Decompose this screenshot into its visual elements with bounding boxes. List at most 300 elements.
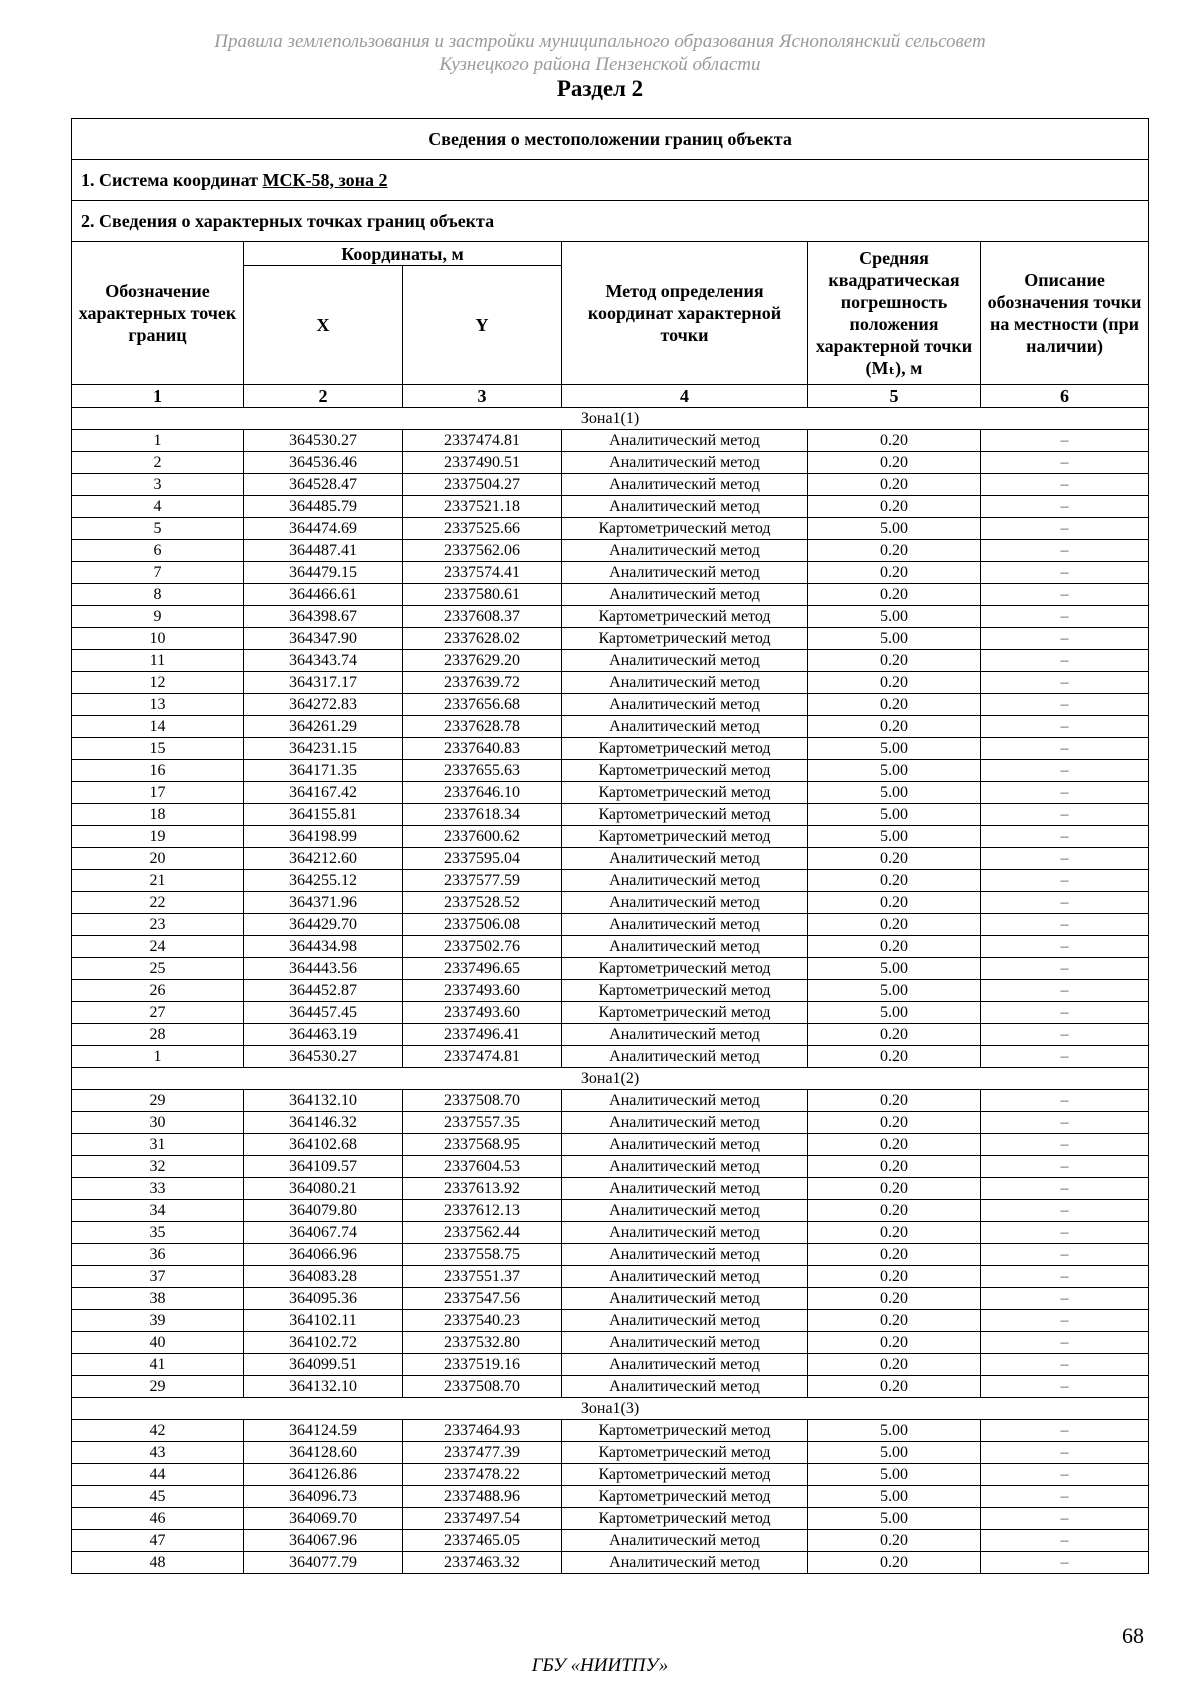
description: –: [981, 1376, 1149, 1398]
point-number: 30: [72, 1112, 244, 1134]
point-number: 19: [72, 826, 244, 848]
point-number: 45: [72, 1486, 244, 1508]
error-value: 0.20: [808, 1222, 981, 1244]
point-number: 32: [72, 1156, 244, 1178]
error-value: 5.00: [808, 826, 981, 848]
table-row: [72, 1112, 1149, 1134]
coord-x: 364474.69: [244, 518, 403, 540]
point-number: 5: [72, 518, 244, 540]
description: –: [981, 452, 1149, 474]
method: Аналитический метод: [562, 1332, 808, 1354]
coord-y: 2337519.16: [403, 1354, 562, 1376]
coord-x: 364463.19: [244, 1024, 403, 1046]
coordinate-system-value: МСК-58, зона 2: [262, 169, 388, 190]
table-row: [72, 584, 1149, 606]
point-number: 31: [72, 1134, 244, 1156]
error-value: 5.00: [808, 804, 981, 826]
method: Аналитический метод: [562, 914, 808, 936]
table-row: [72, 496, 1149, 518]
error-value: 5.00: [808, 1002, 981, 1024]
coord-x: 364167.42: [244, 782, 403, 804]
coord-y: 2337474.81: [403, 1046, 562, 1068]
table-row: [72, 430, 1149, 452]
coord-x: 364485.79: [244, 496, 403, 518]
coord-x: 364126.86: [244, 1464, 403, 1486]
column-header-description: Описание обозначения точки на местности (при наличии): [981, 242, 1149, 385]
coord-x: 364102.72: [244, 1332, 403, 1354]
coord-x: 364272.83: [244, 694, 403, 716]
coord-y: 2337477.39: [403, 1442, 562, 1464]
point-number: 47: [72, 1530, 244, 1552]
error-value: 0.20: [808, 716, 981, 738]
coord-x: 364434.98: [244, 936, 403, 958]
table-row: [72, 1024, 1149, 1046]
method: Аналитический метод: [562, 496, 808, 518]
error-value: 5.00: [808, 518, 981, 540]
table-row: [72, 826, 1149, 848]
table-row: [72, 1552, 1149, 1574]
coord-y: 2337608.37: [403, 606, 562, 628]
point-number: 1: [72, 430, 244, 452]
table-row: [72, 1266, 1149, 1288]
coord-x: 364066.96: [244, 1244, 403, 1266]
coord-y: 2337618.34: [403, 804, 562, 826]
method: Аналитический метод: [562, 562, 808, 584]
column-header-x: X: [244, 266, 403, 385]
coord-x: 364067.96: [244, 1530, 403, 1552]
zone-header-row: [72, 1398, 1149, 1420]
error-value: 0.20: [808, 584, 981, 606]
error-value: 5.00: [808, 782, 981, 804]
table-row: [72, 1090, 1149, 1112]
column-number: 6: [981, 385, 1149, 408]
coord-y: 2337478.22: [403, 1464, 562, 1486]
method: Картометрический метод: [562, 518, 808, 540]
footer-organization: ГБУ «НИИТПУ»: [531, 1655, 669, 1676]
coord-x: 364443.56: [244, 958, 403, 980]
coord-x: 364099.51: [244, 1354, 403, 1376]
method: Аналитический метод: [562, 430, 808, 452]
description: –: [981, 1200, 1149, 1222]
table-row: [72, 1464, 1149, 1486]
point-number: 15: [72, 738, 244, 760]
table-row: [72, 1200, 1149, 1222]
method: Картометрический метод: [562, 628, 808, 650]
point-number: 34: [72, 1200, 244, 1222]
zone-header-row: [72, 1068, 1149, 1090]
table-row: [72, 782, 1149, 804]
point-number: 11: [72, 650, 244, 672]
description: –: [981, 606, 1149, 628]
description: –: [981, 1332, 1149, 1354]
table-row: [72, 694, 1149, 716]
zone-header-row: [72, 408, 1149, 430]
coord-y: 2337506.08: [403, 914, 562, 936]
coord-x: 364457.45: [244, 1002, 403, 1024]
method: Аналитический метод: [562, 452, 808, 474]
description: –: [981, 540, 1149, 562]
coord-x: 364317.17: [244, 672, 403, 694]
error-value: 5.00: [808, 1442, 981, 1464]
point-number: 40: [72, 1332, 244, 1354]
method: Аналитический метод: [562, 892, 808, 914]
zone-name: Зона1(1): [72, 408, 1149, 430]
description: –: [981, 628, 1149, 650]
coord-x: 364479.15: [244, 562, 403, 584]
method: Картометрический метод: [562, 1442, 808, 1464]
coord-x: 364124.59: [244, 1420, 403, 1442]
coord-x: 364212.60: [244, 848, 403, 870]
description: –: [981, 1024, 1149, 1046]
method: Аналитический метод: [562, 716, 808, 738]
coord-y: 2337646.10: [403, 782, 562, 804]
coord-y: 2337493.60: [403, 1002, 562, 1024]
point-number: 16: [72, 760, 244, 782]
table-row: [72, 958, 1149, 980]
description: –: [981, 716, 1149, 738]
method: Аналитический метод: [562, 540, 808, 562]
table-row: [72, 892, 1149, 914]
point-number: 12: [72, 672, 244, 694]
coord-y: 2337474.81: [403, 430, 562, 452]
coord-x: 364371.96: [244, 892, 403, 914]
coord-y: 2337547.56: [403, 1288, 562, 1310]
description: –: [981, 892, 1149, 914]
table-row: [72, 914, 1149, 936]
description: –: [981, 1508, 1149, 1530]
coord-x: 364528.47: [244, 474, 403, 496]
method: Аналитический метод: [562, 1112, 808, 1134]
coord-x: 364536.46: [244, 452, 403, 474]
coord-y: 2337595.04: [403, 848, 562, 870]
description: –: [981, 1288, 1149, 1310]
error-value: 0.20: [808, 1266, 981, 1288]
point-number: 13: [72, 694, 244, 716]
table-row: [72, 1288, 1149, 1310]
table-title: Сведения о местоположении границ объекта: [72, 119, 1149, 160]
description: –: [981, 1310, 1149, 1332]
error-value: 0.20: [808, 914, 981, 936]
method: Аналитический метод: [562, 1134, 808, 1156]
coord-y: 2337488.96: [403, 1486, 562, 1508]
method: Картометрический метод: [562, 760, 808, 782]
error-value: 5.00: [808, 1420, 981, 1442]
coord-y: 2337656.68: [403, 694, 562, 716]
table-row: [72, 1442, 1149, 1464]
error-value: 5.00: [808, 760, 981, 782]
point-number: 8: [72, 584, 244, 606]
table-row: [72, 1002, 1149, 1024]
description: –: [981, 1530, 1149, 1552]
method: Аналитический метод: [562, 1090, 808, 1112]
coord-y: 2337604.53: [403, 1156, 562, 1178]
coord-x: 364171.35: [244, 760, 403, 782]
point-number: 48: [72, 1552, 244, 1574]
table-row: [72, 452, 1149, 474]
error-value: 5.00: [808, 958, 981, 980]
point-number: 18: [72, 804, 244, 826]
coord-y: 2337612.13: [403, 1200, 562, 1222]
point-number: 36: [72, 1244, 244, 1266]
table-row: [72, 1332, 1149, 1354]
description: –: [981, 474, 1149, 496]
point-number: 39: [72, 1310, 244, 1332]
coord-x: 364429.70: [244, 914, 403, 936]
point-number: 4: [72, 496, 244, 518]
coord-y: 2337655.63: [403, 760, 562, 782]
coord-y: 2337465.05: [403, 1530, 562, 1552]
coord-y: 2337540.23: [403, 1310, 562, 1332]
description: –: [981, 1464, 1149, 1486]
method: Аналитический метод: [562, 694, 808, 716]
error-value: 0.20: [808, 1376, 981, 1398]
coord-y: 2337557.35: [403, 1112, 562, 1134]
description: –: [981, 738, 1149, 760]
error-value: 0.20: [808, 1178, 981, 1200]
table-row: [72, 1244, 1149, 1266]
point-number: 9: [72, 606, 244, 628]
description: –: [981, 1090, 1149, 1112]
section-title: Раздел 2: [556, 76, 644, 101]
description: –: [981, 848, 1149, 870]
table-row: [72, 606, 1149, 628]
description: –: [981, 914, 1149, 936]
point-number: 20: [72, 848, 244, 870]
point-number: 38: [72, 1288, 244, 1310]
table-row: [72, 936, 1149, 958]
table-row: [72, 870, 1149, 892]
point-number: 37: [72, 1266, 244, 1288]
coord-x: 364083.28: [244, 1266, 403, 1288]
coord-x: 364102.11: [244, 1310, 403, 1332]
coordinate-system-label: 1. Система координат: [81, 169, 258, 190]
coord-y: 2337639.72: [403, 672, 562, 694]
coord-x: 364109.57: [244, 1156, 403, 1178]
table-row: [72, 1310, 1149, 1332]
method: Картометрический метод: [562, 826, 808, 848]
error-value: 5.00: [808, 1464, 981, 1486]
coord-y: 2337574.41: [403, 562, 562, 584]
error-value: 0.20: [808, 694, 981, 716]
coord-y: 2337577.59: [403, 870, 562, 892]
error-value: 5.00: [808, 1508, 981, 1530]
column-number: 5: [808, 385, 981, 408]
coord-y: 2337508.70: [403, 1376, 562, 1398]
method: Аналитический метод: [562, 1266, 808, 1288]
point-number: 1: [72, 1046, 244, 1068]
table-row: [72, 1156, 1149, 1178]
point-number: 23: [72, 914, 244, 936]
column-number: 2: [244, 385, 403, 408]
point-number: 14: [72, 716, 244, 738]
error-value: 0.20: [808, 1552, 981, 1574]
description: –: [981, 1420, 1149, 1442]
coord-x: 364198.99: [244, 826, 403, 848]
table-row: [72, 1178, 1149, 1200]
coord-y: 2337521.18: [403, 496, 562, 518]
coord-y: 2337496.41: [403, 1024, 562, 1046]
method: Картометрический метод: [562, 738, 808, 760]
coord-y: 2337525.66: [403, 518, 562, 540]
description: –: [981, 760, 1149, 782]
method: Аналитический метод: [562, 1354, 808, 1376]
column-number: 3: [403, 385, 562, 408]
column-header-y: Y: [403, 266, 562, 385]
description: –: [981, 584, 1149, 606]
method: Картометрический метод: [562, 958, 808, 980]
coordinate-system-row: [72, 160, 1149, 201]
boundary-coordinates-table: [71, 118, 1149, 1574]
table-row: [72, 1046, 1149, 1068]
table-row: [72, 760, 1149, 782]
coord-x: 364452.87: [244, 980, 403, 1002]
description: –: [981, 518, 1149, 540]
method: Картометрический метод: [562, 606, 808, 628]
description: –: [981, 496, 1149, 518]
table-row: [72, 848, 1149, 870]
description: –: [981, 1178, 1149, 1200]
table-row: [72, 1508, 1149, 1530]
table-row: [72, 518, 1149, 540]
document-header-line-1: Правила землепользования и застройки муниципального образования Яснополянский сельсовет: [214, 31, 986, 52]
method: Картометрический метод: [562, 804, 808, 826]
error-value: 0.20: [808, 1090, 981, 1112]
method: Аналитический метод: [562, 1024, 808, 1046]
description: –: [981, 562, 1149, 584]
point-number: 29: [72, 1376, 244, 1398]
error-value: 0.20: [808, 1024, 981, 1046]
coord-x: 364398.67: [244, 606, 403, 628]
method: Картометрический метод: [562, 1420, 808, 1442]
error-value: 0.20: [808, 496, 981, 518]
error-value: 5.00: [808, 980, 981, 1002]
method: Аналитический метод: [562, 1376, 808, 1398]
description: –: [981, 1486, 1149, 1508]
coord-y: 2337628.02: [403, 628, 562, 650]
column-header-coordinates: Координаты, м: [244, 242, 562, 266]
method: Аналитический метод: [562, 1530, 808, 1552]
coord-x: 364487.41: [244, 540, 403, 562]
error-value: 0.20: [808, 540, 981, 562]
coord-x: 364132.10: [244, 1090, 403, 1112]
error-value: 0.20: [808, 1530, 981, 1552]
point-number: 7: [72, 562, 244, 584]
point-number: 28: [72, 1024, 244, 1046]
coord-x: 364095.36: [244, 1288, 403, 1310]
coord-x: 364343.74: [244, 650, 403, 672]
point-number: 41: [72, 1354, 244, 1376]
table-row: [72, 804, 1149, 826]
method: Картометрический метод: [562, 1486, 808, 1508]
method: Аналитический метод: [562, 1244, 808, 1266]
method: Аналитический метод: [562, 672, 808, 694]
error-value: 0.20: [808, 1134, 981, 1156]
table-body: [72, 408, 1149, 1574]
table-row: [72, 738, 1149, 760]
method: Аналитический метод: [562, 1156, 808, 1178]
coord-y: 2337496.65: [403, 958, 562, 980]
method: Аналитический метод: [562, 1200, 808, 1222]
description: –: [981, 1354, 1149, 1376]
column-header-designation: Обозначение характерных точек границ: [72, 242, 244, 385]
coord-x: 364128.60: [244, 1442, 403, 1464]
coord-y: 2337508.70: [403, 1090, 562, 1112]
error-value: 0.20: [808, 1332, 981, 1354]
table-row: [72, 1420, 1149, 1442]
coord-y: 2337464.93: [403, 1420, 562, 1442]
coord-x: 364231.15: [244, 738, 403, 760]
coord-y: 2337490.51: [403, 452, 562, 474]
coord-x: 364077.79: [244, 1552, 403, 1574]
coord-y: 2337629.20: [403, 650, 562, 672]
coord-y: 2337504.27: [403, 474, 562, 496]
method: Картометрический метод: [562, 1464, 808, 1486]
error-value: 0.20: [808, 430, 981, 452]
description: –: [981, 958, 1149, 980]
table-row: [72, 562, 1149, 584]
point-number: 25: [72, 958, 244, 980]
table-row: [72, 716, 1149, 738]
coord-y: 2337463.32: [403, 1552, 562, 1574]
coord-x: 364102.68: [244, 1134, 403, 1156]
description: –: [981, 804, 1149, 826]
coord-x: 364530.27: [244, 1046, 403, 1068]
description: –: [981, 870, 1149, 892]
description: –: [981, 1046, 1149, 1068]
table-row: [72, 628, 1149, 650]
error-value: 0.20: [808, 1046, 981, 1068]
method: Картометрический метод: [562, 782, 808, 804]
error-value: 0.20: [808, 650, 981, 672]
description: –: [981, 672, 1149, 694]
coord-y: 2337562.44: [403, 1222, 562, 1244]
coord-x: 364096.73: [244, 1486, 403, 1508]
coord-y: 2337628.78: [403, 716, 562, 738]
coord-x: 364146.32: [244, 1112, 403, 1134]
method: Аналитический метод: [562, 584, 808, 606]
coord-x: 364155.81: [244, 804, 403, 826]
table-row: [72, 474, 1149, 496]
point-number: 24: [72, 936, 244, 958]
point-number: 22: [72, 892, 244, 914]
table-row: [72, 672, 1149, 694]
table-row: [72, 1134, 1149, 1156]
method: Аналитический метод: [562, 848, 808, 870]
point-number: 27: [72, 1002, 244, 1024]
coord-y: 2337532.80: [403, 1332, 562, 1354]
document-header-line-2: Кузнецкого района Пензенской области: [439, 54, 761, 75]
coord-y: 2337600.62: [403, 826, 562, 848]
point-number: 17: [72, 782, 244, 804]
table-row: [72, 1530, 1149, 1552]
method: Аналитический метод: [562, 870, 808, 892]
method: Аналитический метод: [562, 1222, 808, 1244]
error-value: 5.00: [808, 606, 981, 628]
point-number: 6: [72, 540, 244, 562]
table-row: [72, 540, 1149, 562]
method: Картометрический метод: [562, 1508, 808, 1530]
error-value: 0.20: [808, 1112, 981, 1134]
description: –: [981, 650, 1149, 672]
column-number: 1: [72, 385, 244, 408]
point-number: 44: [72, 1464, 244, 1486]
coord-x: 364347.90: [244, 628, 403, 650]
point-number: 46: [72, 1508, 244, 1530]
error-value: 0.20: [808, 892, 981, 914]
description: –: [981, 936, 1149, 958]
zone-name: Зона1(2): [72, 1068, 1149, 1090]
point-number: 33: [72, 1178, 244, 1200]
